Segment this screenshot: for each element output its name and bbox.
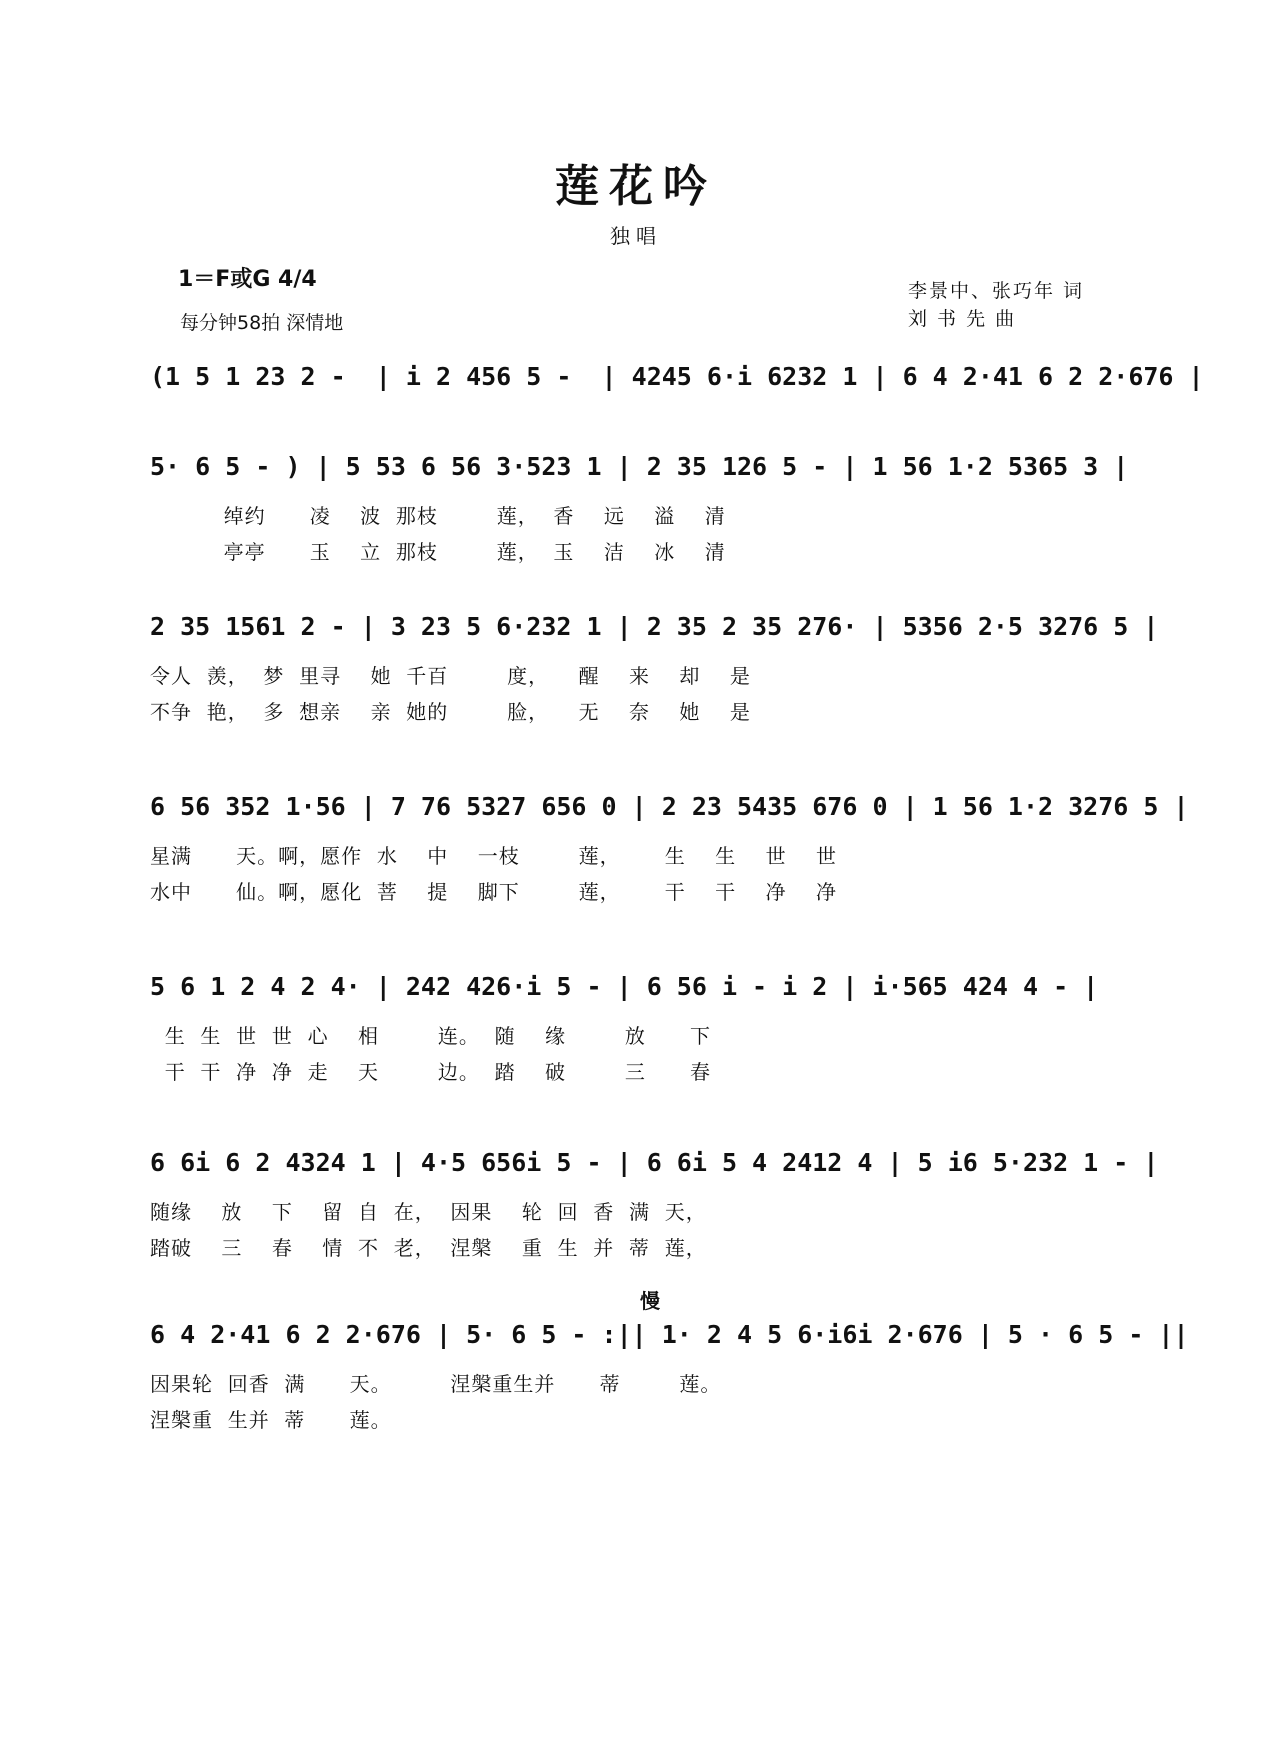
song-subtitle: 独唱 (610, 224, 662, 248)
lyrics-verse-1: 绰约 凌 波 那枝 莲， 香 远 溢 清 (150, 504, 726, 528)
notation-line: 2 35 1561 2 - | 3 23 5 6·232 1 | 2 35 2 35 276· | 5356 2·5 3276 5 | (150, 612, 1159, 641)
notation-line: 5 6 1 2 4 2 4· | 242 426·i 5 - | 6 56 i - i 2 | i·565 424 4 - | (150, 972, 1099, 1001)
notation-line: 5· 6 5 - ) | 5 53 6 56 3·523 1 | 2 35 126 5 - | 1 56 1·2 5365 3 | (150, 452, 1129, 481)
tempo-marking: 每分钟58拍 深情地 (180, 312, 344, 334)
lyrics-verse-2: 涅槃重 生并 蒂 莲。 (150, 1408, 392, 1432)
lyrics-verse-1: 令人 羡， 梦 里寻 她 千百 度， 醒 来 却 是 (150, 664, 751, 688)
notation-line: 6 6i 6 2 4324 1 | 4·5 656i 5 - | 6 6i 5 4 2412 4 | 5 i6 5·232 1 - | (150, 1148, 1159, 1177)
score-system-3 (150, 612, 1159, 732)
lyrics-verse-2: 亭亭 玉 立 那枝 莲， 玉 洁 冰 清 (150, 540, 726, 564)
notation-line: (1 5 1 23 2 - | i 2 456 5 - | 4245 6·i 6232 1 | 6 4 2·41 6 2 2·676 | (150, 362, 1204, 391)
composer-credit: 刘 书 先 曲 (908, 308, 1017, 330)
notation-line: 6 56 352 1·56 | 7 76 5327 656 0 | 2 23 5435 676 0 | 1 56 1·2 3276 5 | (150, 792, 1189, 821)
lyrics-verse-1 (150, 410, 1130, 446)
score-system-5 (150, 972, 1130, 1092)
lyrics-verse-1: 生 生 世 世 心 相 连。 随 缘 放 下 (150, 1024, 712, 1048)
lyrics-verse-2: 水中 仙。啊，愿化 菩 提 脚下 莲， 干 干 净 净 (150, 880, 838, 904)
lyrics-verse-2: 干 干 净 净 走 天 边。 踏 破 三 春 (150, 1060, 712, 1084)
score-system-2 (150, 452, 1130, 572)
lyricist-credit: 李景中、张巧年 词 (908, 280, 1085, 302)
score-system-4 (150, 792, 1189, 912)
lyrics-verse-2: 踏破 三 春 情 不 老， 涅槃 重 生 并 蒂 莲， (150, 1236, 707, 1260)
key-signature: 1＝F或G 4/4 (178, 267, 317, 292)
notation-line: 6 4 2·41 6 2 2·676 | 5· 6 5 - :|| 1· 2 4 5 6·i6i 2·676 | 5 · 6 5 - || (150, 1320, 1189, 1349)
lyrics-verse-2: 不争 艳， 多 想亲 亲 她的 脸， 无 奈 她 是 (150, 700, 751, 724)
lyrics-verse-1: 因果轮 回香 满 天。 涅槃重生并 蒂 莲。 (150, 1372, 722, 1396)
lyrics-verse-1: 随缘 放 下 留 自 在， 因果 轮 回 香 满 天， (150, 1200, 707, 1224)
song-title: 莲花吟 (555, 161, 717, 212)
lyrics-verse-1: 星满 天。啊，愿作 水 中 一枝 莲， 生 生 世 世 (150, 844, 838, 868)
score-system-6 (150, 1148, 1159, 1268)
slow-tempo-mark: 慢 (640, 1289, 660, 1313)
score-system-7 (150, 1320, 1189, 1440)
